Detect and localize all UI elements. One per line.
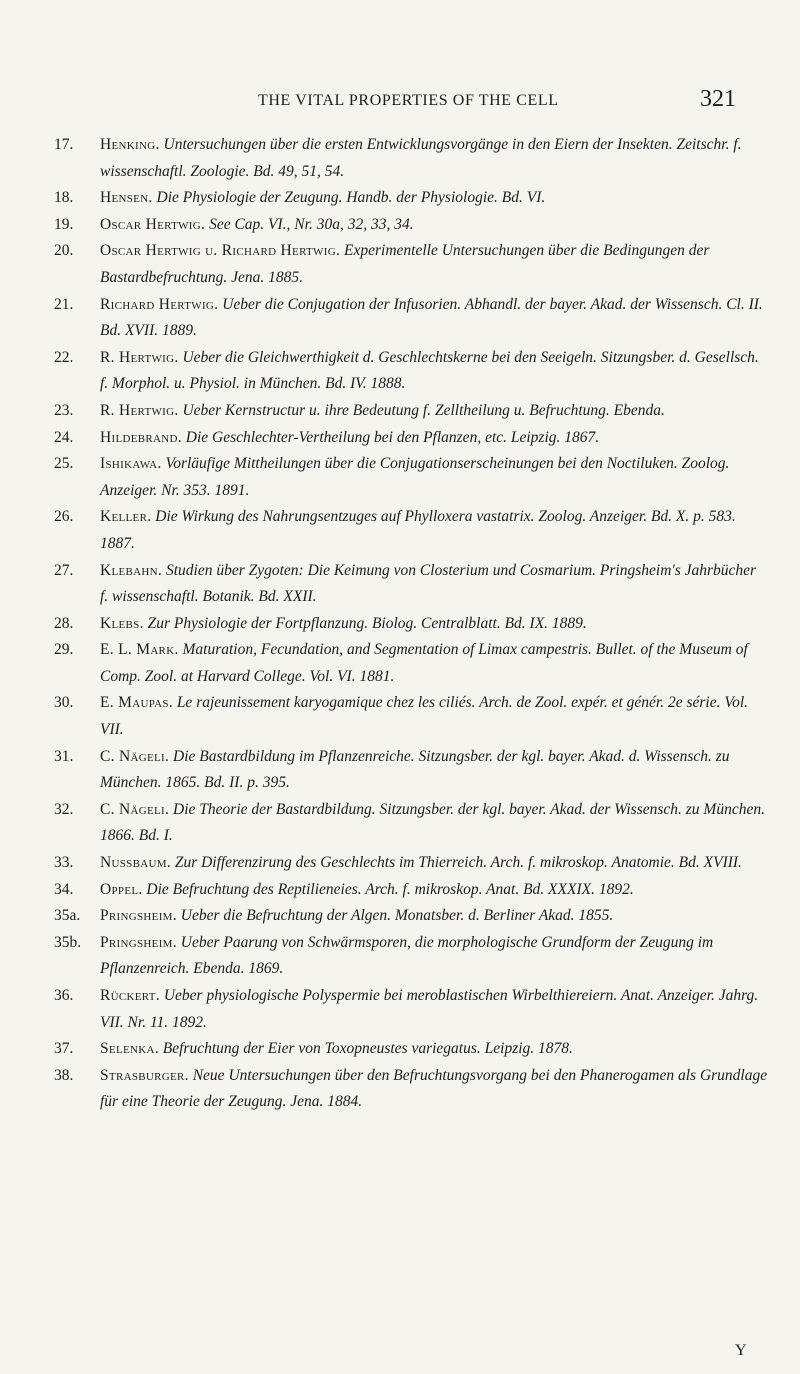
reference-citation: Maturation, Fecundation, and Segmentation of Limax campestris. Bullet. of the Museum of Comp. Zool. at Harvard College. Vol. VI. 1881.: [100, 641, 748, 685]
reference-number: 34.: [54, 880, 74, 898]
reference-number: 24.: [54, 428, 74, 446]
reference-citation: Ueber die Conjugation der Infusorien. Abhandl. der bayer. Akad. der Wissensch. Cl. II. Bd. XVII. 1889.: [100, 295, 763, 340]
reference-citation: Ueber Kernstructur u. ihre Bedeutung f. Zelltheilung u. Befruchtung. Ebenda.: [182, 401, 665, 419]
reference-number: 26.: [54, 508, 74, 526]
reference-citation: Die Physiologie der Zeugung. Handb. der Physiologie. Bd. VI.: [156, 189, 546, 207]
reference-author: Pringsheim.: [100, 907, 177, 925]
reference-item: [48, 345, 768, 398]
reference-number: 20.: [54, 242, 74, 260]
running-title: THE VITAL PROPERTIES OF THE CELL: [258, 92, 559, 109]
reference-number: 18.: [54, 189, 74, 207]
reference-number: 27.: [54, 561, 74, 579]
page-header: [0, 0, 800, 130]
reference-number: 23.: [54, 401, 74, 419]
reference-item: [48, 1036, 768, 1063]
reference-item: [48, 504, 768, 557]
reference-citation: Die Bastardbildung im Pflanzenreiche. Sitzungsber. der kgl. bayer. Akad. d. Wissensch. zu München. 1865. Bd. II. p. 395.: [100, 747, 730, 792]
reference-item: [48, 930, 768, 983]
reference-list: [48, 132, 768, 1116]
reference-author: Henking.: [100, 136, 160, 153]
reference-author: Oscar Hertwig.: [100, 215, 206, 233]
reference-number: 36.: [54, 987, 74, 1004]
reference-item: [48, 292, 768, 345]
reference-author: Pringsheim.: [100, 933, 177, 951]
reference-item: [48, 611, 768, 638]
reference-author: Ishikawa.: [100, 455, 162, 473]
reference-item: [48, 558, 768, 611]
reference-author: Rückert.: [100, 987, 160, 1004]
reference-citation: Die Theorie der Bastardbildung. Sitzungsber. der kgl. bayer. Akad. der Wissensch. zu München. 1866. Bd. I.: [100, 800, 765, 845]
reference-item: [48, 425, 768, 452]
reference-number: 37.: [54, 1040, 74, 1058]
reference-item: [48, 983, 768, 1036]
reference-author: Nussbaum.: [100, 854, 171, 872]
reference-item: [48, 903, 768, 930]
reference-citation: Zur Differenzirung des Geschlechts im Thierreich. Arch. f. mikroskop. Anatomie. Bd. XVIII.: [174, 854, 742, 872]
reference-author: Richard Hertwig.: [100, 295, 219, 313]
signature-mark: Y: [735, 1342, 747, 1359]
reference-citation: Ueber Paarung von Schwärmsporen, die morphologische Grundform der Zeugung im Pflanzenreich. Ebenda. 1869.: [100, 933, 714, 978]
reference-citation: Studien über Zygoten: Die Keimung von Closterium und Cosmarium. Pringsheim's Jahrbücher f. wissenschaftl. Botanik. Bd. XXII.: [100, 561, 757, 606]
reference-citation: Ueber die Befruchtung der Algen. Monatsber. d. Berliner Akad. 1855.: [180, 907, 614, 925]
reference-author: Oscar Hertwig u. Richard Hertwig.: [100, 242, 341, 260]
reference-item: [48, 877, 768, 904]
reference-author: Oppel.: [100, 880, 143, 898]
reference-author: Strasburger.: [100, 1066, 189, 1084]
reference-citation: Zur Physiologie der Fortpflanzung. Biolog. Centralblatt. Bd. IX. 1889.: [147, 614, 587, 632]
reference-citation: Die Befruchtung des Reptilieneies. Arch. f. mikroskop. Anat. Bd. XXXIX. 1892.: [146, 880, 634, 898]
reference-author: Klebs.: [100, 614, 144, 632]
reference-number: 28.: [54, 614, 74, 632]
reference-author: R. Hertwig.: [100, 348, 179, 366]
reference-item: [48, 185, 768, 212]
reference-item: [48, 637, 768, 690]
reference-item: [48, 398, 768, 425]
reference-number: 21.: [54, 295, 74, 313]
reference-author: E. L. Mark.: [100, 641, 179, 659]
reference-citation: Neue Untersuchungen über den Befruchtungsvorgang bei den Phanerogamen als Grundlage für eine Theorie der Zeugung. Jena. 1884.: [100, 1066, 768, 1111]
reference-item: [48, 212, 768, 239]
reference-citation: Die Geschlechter-Vertheilung bei den Pflanzen, etc. Leipzig. 1867.: [185, 428, 600, 446]
reference-number: 33.: [54, 854, 74, 872]
reference-number: 25.: [54, 455, 74, 473]
reference-author: C. Nägeli.: [100, 747, 170, 765]
reference-item: [48, 451, 768, 504]
reference-citation: Befruchtung der Eier von Toxopneustes variegatus. Leipzig. 1878.: [162, 1040, 573, 1058]
reference-item: [48, 132, 768, 185]
reference-number: 19.: [54, 215, 74, 233]
reference-author: C. Nägeli.: [100, 800, 170, 818]
reference-number: 38.: [54, 1066, 74, 1084]
reference-citation: Vorläufige Mittheilungen über die Conjugationserscheinungen bei den Noctiluken. Zoolog. Anzeiger. Nr. 353. 1891.: [100, 455, 730, 499]
reference-author: Keller.: [100, 508, 152, 526]
reference-number: 31.: [54, 747, 74, 765]
reference-author: Hildebrand.: [100, 428, 182, 446]
reference-number: 35b.: [54, 933, 82, 951]
reference-number: 17.: [54, 136, 74, 153]
page-number: 321: [700, 86, 736, 112]
reference-author: Selenka.: [100, 1040, 159, 1058]
reference-citation: Le rajeunissement karyogamique chez les ciliés. Arch. de Zool. expér. et génér. 2e série. Vol. VII.: [100, 694, 749, 739]
reference-citation: Die Wirkung des Nahrungsentzuges auf Phylloxera vastatrix. Zoolog. Anzeiger. Bd. X. p. 583. 1887.: [100, 508, 736, 552]
reference-item: [48, 744, 768, 797]
reference-author: Hensen.: [100, 189, 153, 207]
reference-item: [48, 797, 768, 850]
reference-number: 32.: [54, 800, 74, 818]
reference-author: Klebahn.: [100, 561, 163, 579]
reference-item: [48, 850, 768, 877]
reference-item: [48, 690, 768, 743]
reference-number: 22.: [54, 348, 74, 366]
reference-citation: Ueber physiologische Polyspermie bei meroblastischen Wirbelthiereiern. Anat. Anzeiger. Jahrg. VII. Nr. 11. 1892.: [100, 987, 759, 1031]
reference-citation: Untersuchungen über die ersten Entwicklungsvorgänge in den Eiern der Insekten. Zeitschr. f. wissenschaftl. Zoologie. Bd. 49, 51, 54.: [100, 136, 742, 180]
reference-author: E. Maupas.: [100, 694, 173, 712]
reference-item: [48, 1063, 768, 1116]
reference-citation: Experimentelle Untersuchungen über die Bedingungen der Bastardbefruchtung. Jena. 1885.: [100, 242, 710, 286]
reference-author: R. Hertwig.: [100, 401, 179, 419]
reference-citation: Ueber die Gleichwerthigkeit d. Geschlechtskerne bei den Seeigeln. Sitzungsber. d. Gesellsch. f. Morphol. u. Physiol. in München. Bd. IV. 1888.: [100, 348, 759, 393]
reference-number: 30.: [54, 694, 74, 712]
reference-citation: See Cap. VI., Nr. 30a, 32, 33, 34.: [209, 215, 414, 233]
reference-number: 35a.: [54, 907, 81, 925]
reference-item: [48, 238, 768, 291]
reference-number: 29.: [54, 641, 74, 659]
